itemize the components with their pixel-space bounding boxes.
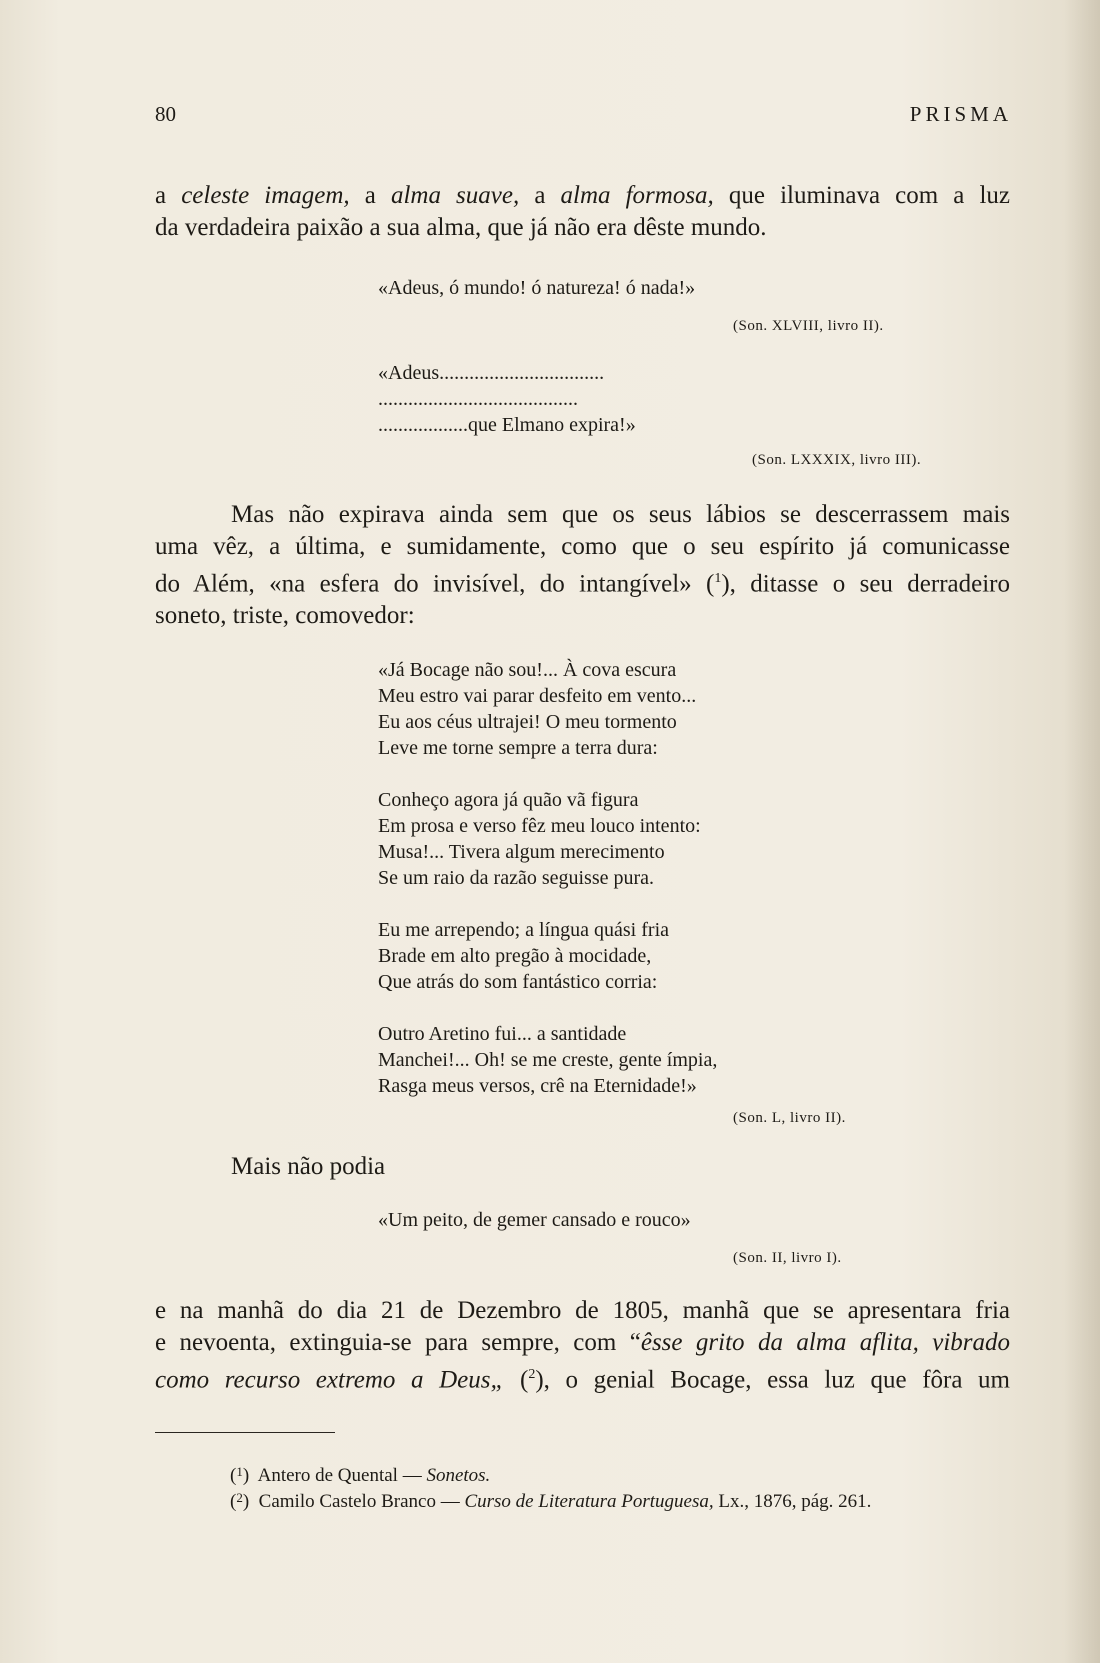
verse-line: Rasga meus versos, crê na Eternidade!» bbox=[378, 1075, 697, 1097]
paragraph-1 bbox=[155, 180, 1010, 244]
page-number: 80 bbox=[155, 102, 176, 126]
verse-line: Leve me torne sempre a terra dura: bbox=[378, 737, 658, 759]
verse-line: Eu me arrependo; a língua quási fria bbox=[378, 919, 669, 941]
footnote-ref-2[interactable]: 2 bbox=[528, 1367, 536, 1382]
verse-line: Se um raio da razão seguisse pura. bbox=[378, 867, 655, 889]
paragraph-2 bbox=[155, 499, 1010, 632]
sonnet-stanza-4 bbox=[378, 1021, 717, 1099]
quote-1: «Adeus, ó mundo! ó natureza! ó nada!» bbox=[378, 277, 696, 299]
footnote-2: ($^2$) Camilo Castelo Branco — Curso de Literatura Portuguesa, Lx., 1876, pág. 261. bbox=[230, 1490, 872, 1512]
verse-line: Que atrás do som fantástico corria: bbox=[378, 971, 658, 993]
quote-2-line-2: ........................................ bbox=[378, 388, 578, 410]
paragraph-3: Mais não podia bbox=[231, 1153, 386, 1180]
paragraph-4-line-1: e na manhã do dia 21 de Dezembro de 1805, manhã que se apresentara fria bbox=[155, 1297, 1010, 1324]
sonnet bbox=[378, 657, 717, 1099]
sonnet-stanza-3 bbox=[378, 917, 717, 995]
quote-2-citation: (Son. LXXXIX, livro III). bbox=[752, 452, 922, 468]
page-spine-shadow bbox=[1064, 0, 1100, 1663]
paragraph-1-line-1: a celeste imagem, a alma suave, a alma formosa, que iluminava com a luz bbox=[155, 182, 1010, 209]
paragraph-4 bbox=[155, 1295, 1010, 1396]
quote-3-citation: (Son. II, livro I). bbox=[733, 1250, 842, 1266]
sonnet-stanza-1 bbox=[378, 657, 717, 761]
sonnet-stanza-2 bbox=[378, 787, 717, 891]
verse-line: Outro Aretino fui... a santidade bbox=[378, 1023, 627, 1045]
verse-line: Conheço agora já quão vã figura bbox=[378, 789, 639, 811]
running-title: PRISMA bbox=[909, 102, 1012, 126]
verse-line: «Já Bocage não sou!... À cova escura bbox=[378, 659, 677, 681]
quote-2-line-1: «Adeus................................. bbox=[378, 362, 605, 384]
footnote-rule bbox=[155, 1432, 335, 1433]
paragraph-2-line-3: do Além, «na esfera do invisível, do intangível» ($^1$), ditasse o seu derradeiro bbox=[155, 570, 1010, 598]
footnote-1: ($^1$) Antero de Quental — Sonetos. bbox=[230, 1464, 491, 1486]
verse-line: Musa!... Tivera algum merecimento bbox=[378, 841, 665, 863]
paragraph-2-line-1: Mas não expirava ainda sem que os seus lábios se descerrassem mais bbox=[231, 501, 1010, 528]
quote-2-line-3: ..................que Elmano expira!» bbox=[378, 414, 636, 436]
quote-1-citation: (Son. XLVIII, livro II). bbox=[733, 318, 884, 334]
verse-line: Em prosa e verso fêz meu louco intento: bbox=[378, 815, 701, 837]
paragraph-4-line-2: e nevoenta, extinguia-se para sempre, com “êsse grito da alma aflita, vibrado bbox=[155, 1329, 1011, 1356]
paragraph-2-line-2: uma vêz, a última, e sumidamente, como que o seu espírito já comunicasse bbox=[155, 533, 1010, 560]
verse-line: Meu estro vai parar desfeito em vento... bbox=[378, 685, 697, 707]
paragraph-2-line-4: soneto, triste, comovedor: bbox=[155, 602, 415, 630]
verse-line: Eu aos céus ultrajei! O meu tormento bbox=[378, 711, 677, 733]
paragraph-4-line-3: como recurso extremo a Deus„ ($^2$), o genial Bocage, essa luz que fôra um bbox=[155, 1366, 1010, 1394]
sonnet-citation: (Son. L, livro II). bbox=[733, 1110, 846, 1126]
verse-line: Brade em alto pregão à mocidade, bbox=[378, 945, 652, 967]
footnote-ref-1[interactable]: 1 bbox=[714, 571, 722, 586]
verse-line: Manchei!... Oh! se me creste, gente ímpia, bbox=[378, 1049, 718, 1071]
paragraph-1-line-2: da verdadeira paixão a sua alma, que já não era dêste mundo. bbox=[155, 214, 767, 241]
quote-3: «Um peito, de gemer cansado e rouco» bbox=[378, 1209, 691, 1231]
